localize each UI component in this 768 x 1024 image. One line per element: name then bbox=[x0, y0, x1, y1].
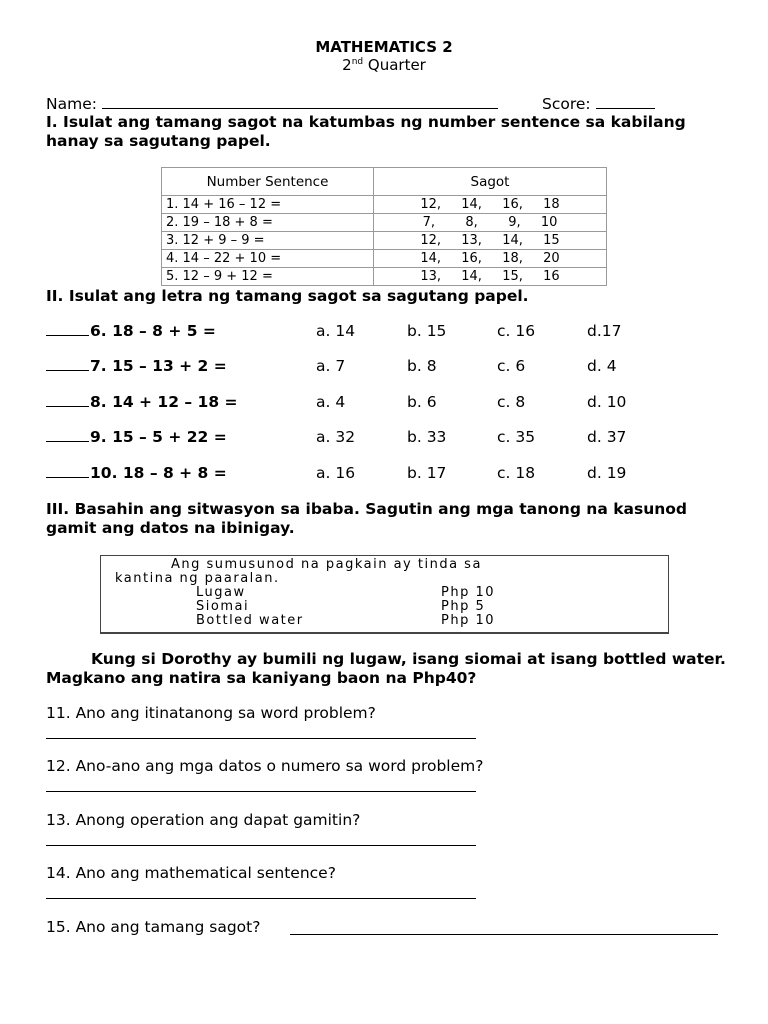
name-row bbox=[46, 94, 498, 113]
sentence-cell: 1. 14 + 16 – 12 = bbox=[162, 196, 374, 214]
quarter-ordinal: nd bbox=[351, 57, 364, 67]
table-row bbox=[162, 250, 607, 268]
table-row bbox=[162, 196, 607, 214]
answer-line-13[interactable] bbox=[46, 845, 476, 846]
mc-question-text: 8. 14 + 12 – 18 = bbox=[90, 393, 238, 411]
choices-cell: 13, 14, 15, 16 bbox=[374, 268, 607, 286]
choices-cell: 12, 13, 14, 15 bbox=[374, 232, 607, 250]
col-header-sagot: Sagot bbox=[374, 168, 607, 196]
answer-blank[interactable] bbox=[46, 335, 89, 336]
answer-blank[interactable] bbox=[46, 441, 89, 442]
mc-question-text: 7. 15 – 13 + 2 = bbox=[90, 357, 227, 375]
answer-blank[interactable] bbox=[46, 477, 89, 478]
number-sentence-table bbox=[161, 167, 607, 286]
option-d: d. 4 bbox=[587, 357, 617, 375]
option-d: d.17 bbox=[587, 322, 622, 340]
mc-question-text: 6. 18 – 8 + 5 = bbox=[90, 322, 216, 340]
question-11: 11. Ano ang itinatanong sa word problem? bbox=[46, 704, 376, 722]
col-header-sentence: Number Sentence bbox=[162, 168, 374, 196]
section1-instruction: I. Isulat ang tamang sagot na katumbas ng number sentence sa kabilang hanay sa sagutang papel. bbox=[46, 113, 686, 150]
page-title: MATHEMATICS 2 bbox=[315, 38, 453, 56]
score-label: Score: bbox=[542, 95, 591, 113]
mc-question bbox=[46, 393, 238, 411]
option-d: d. 10 bbox=[587, 393, 627, 411]
menu-intro-line1: Ang sumusunod na pagkain ay tinda sa bbox=[171, 557, 482, 572]
option-a: a. 7 bbox=[316, 357, 346, 375]
menu-item-name: Lugaw bbox=[196, 585, 246, 600]
answer-line-12[interactable] bbox=[46, 791, 476, 792]
option-d: d. 19 bbox=[587, 464, 627, 482]
answer-line-14[interactable] bbox=[46, 898, 476, 899]
score-field[interactable] bbox=[596, 94, 655, 109]
option-c: c. 8 bbox=[497, 393, 526, 411]
score-row bbox=[542, 94, 655, 113]
option-b: b. 33 bbox=[407, 428, 447, 446]
table-header-row bbox=[162, 168, 607, 196]
option-c: c. 16 bbox=[497, 322, 536, 340]
question-15: 15. Ano ang tamang sagot? bbox=[46, 918, 261, 936]
option-b: b. 15 bbox=[407, 322, 447, 340]
answer-line-11[interactable] bbox=[46, 738, 476, 739]
menu-item-price: Php 5 bbox=[441, 599, 486, 614]
option-b: b. 8 bbox=[407, 357, 437, 375]
mc-question bbox=[46, 428, 227, 446]
choices-cell: 12, 14, 16, 18 bbox=[374, 196, 607, 214]
table-row bbox=[162, 232, 607, 250]
canteen-menu-box bbox=[100, 555, 669, 634]
sentence-cell: 2. 19 – 18 + 8 = bbox=[162, 214, 374, 232]
menu-intro-line2: kantina ng paaralan. bbox=[115, 571, 280, 586]
option-a: a. 14 bbox=[316, 322, 356, 340]
question-14: 14. Ano ang mathematical sentence? bbox=[46, 864, 336, 882]
sentence-cell: 5. 12 – 9 + 12 = bbox=[162, 268, 374, 286]
menu-item-name: Bottled water bbox=[196, 613, 304, 628]
answer-blank[interactable] bbox=[46, 406, 89, 407]
table-row bbox=[162, 268, 607, 286]
option-c: c. 35 bbox=[497, 428, 536, 446]
name-label: Name: bbox=[46, 95, 97, 113]
mc-question bbox=[46, 464, 227, 482]
word-problem: Kung si Dorothy ay bumili ng lugaw, isang siomai at isang bottled water. Magkano ang natira sa kaniyang baon na Php40? bbox=[46, 650, 726, 687]
option-a: a. 4 bbox=[316, 393, 346, 411]
option-c: c. 18 bbox=[497, 464, 536, 482]
question-12: 12. Ano-ano ang mga datos o numero sa word problem? bbox=[46, 757, 484, 775]
option-b: b. 17 bbox=[407, 464, 447, 482]
quarter-word: Quarter bbox=[363, 56, 426, 74]
menu-item-price: Php 10 bbox=[441, 585, 496, 600]
name-field[interactable] bbox=[102, 94, 498, 109]
quarter-number: 2 bbox=[342, 56, 352, 74]
option-c: c. 6 bbox=[497, 357, 526, 375]
section3-instruction: III. Basahin ang sitwasyon sa ibaba. Sagutin ang mga tanong na kasunod gamit ang datos na ibinigay. bbox=[46, 500, 688, 537]
option-a: a. 16 bbox=[316, 464, 356, 482]
sentence-cell: 4. 14 – 22 + 10 = bbox=[162, 250, 374, 268]
sentence-cell: 3. 12 + 9 – 9 = bbox=[162, 232, 374, 250]
choices-cell: 14, 16, 18, 20 bbox=[374, 250, 607, 268]
table-row bbox=[162, 214, 607, 232]
mc-question-text: 9. 15 – 5 + 22 = bbox=[90, 428, 227, 446]
option-d: d. 37 bbox=[587, 428, 627, 446]
answer-blank[interactable] bbox=[46, 370, 89, 371]
mc-question-text: 10. 18 – 8 + 8 = bbox=[90, 464, 227, 482]
mc-question bbox=[46, 357, 227, 375]
section2-instruction: II. Isulat ang letra ng tamang sagot sa sagutang papel. bbox=[46, 287, 529, 305]
question-13: 13. Anong operation ang dapat gamitin? bbox=[46, 811, 361, 829]
quarter-subtitle bbox=[0, 56, 768, 74]
choices-cell: 7, 8, 9, 10 bbox=[374, 214, 607, 232]
option-a: a. 32 bbox=[316, 428, 356, 446]
menu-item-name: Siomai bbox=[196, 599, 250, 614]
mc-question bbox=[46, 322, 216, 340]
answer-line-15[interactable] bbox=[290, 934, 718, 935]
option-b: b. 6 bbox=[407, 393, 437, 411]
menu-item-price: Php 10 bbox=[441, 613, 496, 628]
